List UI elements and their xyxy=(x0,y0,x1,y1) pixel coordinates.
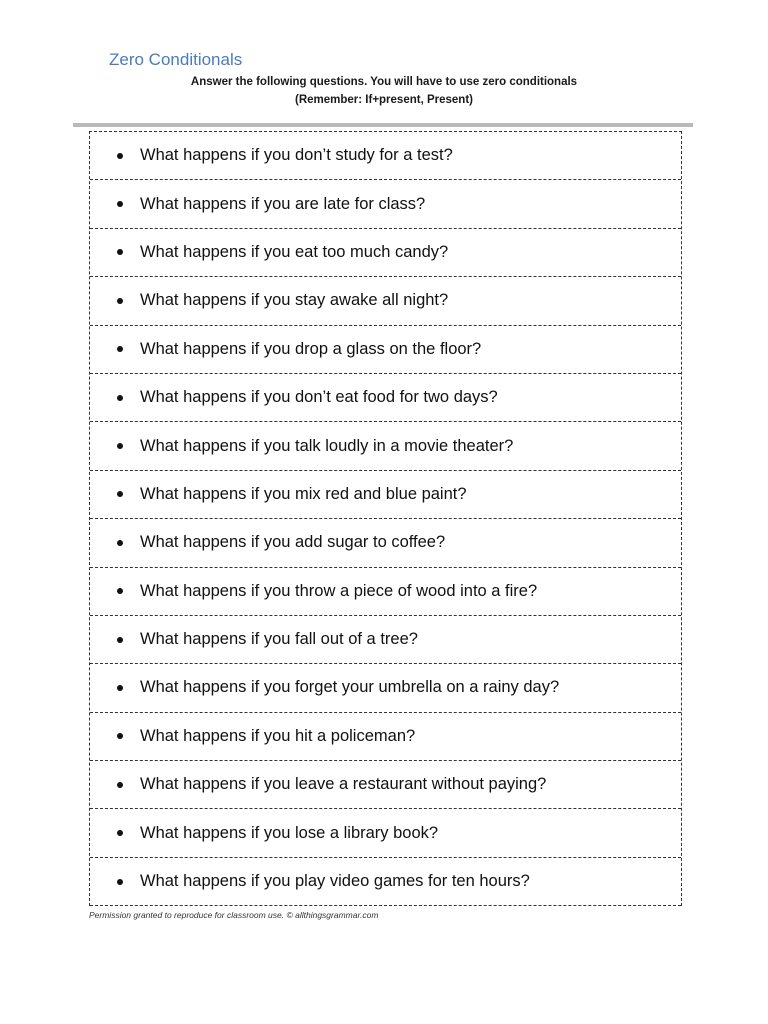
bullet-icon xyxy=(117,733,123,739)
bullet-icon xyxy=(117,346,123,352)
instruction-text: Answer the following questions. You will have to use zero conditionals xyxy=(190,76,578,88)
question-text: What happens if you play video games for ten hours? xyxy=(140,872,530,891)
question-row xyxy=(90,858,681,906)
question-text: What happens if you fall out of a tree? xyxy=(140,630,418,649)
question-text: What happens if you add sugar to coffee? xyxy=(140,533,446,552)
question-list xyxy=(89,131,682,906)
question-text: What happens if you forget your umbrella on a rainy day? xyxy=(140,678,560,697)
question-row xyxy=(90,761,681,809)
bullet-icon xyxy=(117,830,123,836)
question-row xyxy=(90,616,681,664)
bullet-icon xyxy=(117,298,123,304)
question-row xyxy=(90,374,681,422)
question-row xyxy=(90,229,681,277)
question-row xyxy=(90,277,681,325)
question-text: What happens if you stay awake all night? xyxy=(140,291,449,310)
bullet-icon xyxy=(117,443,123,449)
question-row xyxy=(90,713,681,761)
instruction-reminder: (Remember: If+present, Present) xyxy=(295,94,473,106)
bullet-icon xyxy=(117,879,123,885)
bullet-icon xyxy=(117,153,123,159)
bullet-icon xyxy=(117,685,123,691)
question-text: What happens if you eat too much candy? xyxy=(140,242,449,261)
question-text: What happens if you don’t eat food for two days? xyxy=(140,388,498,407)
question-row xyxy=(90,326,681,374)
bullet-icon xyxy=(117,588,123,594)
question-text: What happens if you lose a library book? xyxy=(140,823,439,842)
question-row xyxy=(90,180,681,228)
question-row xyxy=(90,422,681,470)
question-row xyxy=(90,132,681,180)
permission-note: Permission granted to reproduce for classroom use. © allthingsgrammar.com xyxy=(89,910,379,920)
bullet-icon xyxy=(117,540,123,546)
question-text: What happens if you talk loudly in a movie theater? xyxy=(140,436,514,455)
question-row xyxy=(90,568,681,616)
question-row xyxy=(90,519,681,567)
question-text: What happens if you are late for class? xyxy=(140,194,426,213)
question-text: What happens if you mix red and blue paint? xyxy=(140,484,467,503)
bullet-icon xyxy=(117,249,123,255)
bullet-icon xyxy=(117,201,123,207)
page-title: Zero Conditionals xyxy=(109,50,243,69)
bullet-icon xyxy=(117,491,123,497)
question-row xyxy=(90,809,681,857)
question-text: What happens if you throw a piece of wood into a fire? xyxy=(140,581,538,600)
top-divider xyxy=(73,123,693,127)
bullet-icon xyxy=(117,395,123,401)
question-text: What happens if you drop a glass on the floor? xyxy=(140,339,482,358)
question-row xyxy=(90,471,681,519)
question-row xyxy=(90,664,681,712)
bullet-icon xyxy=(117,782,123,788)
question-text: What happens if you hit a policeman? xyxy=(140,726,416,745)
bullet-icon xyxy=(117,637,123,643)
question-text: What happens if you don’t study for a test? xyxy=(140,146,453,165)
question-text: What happens if you leave a restaurant without paying? xyxy=(140,775,547,794)
